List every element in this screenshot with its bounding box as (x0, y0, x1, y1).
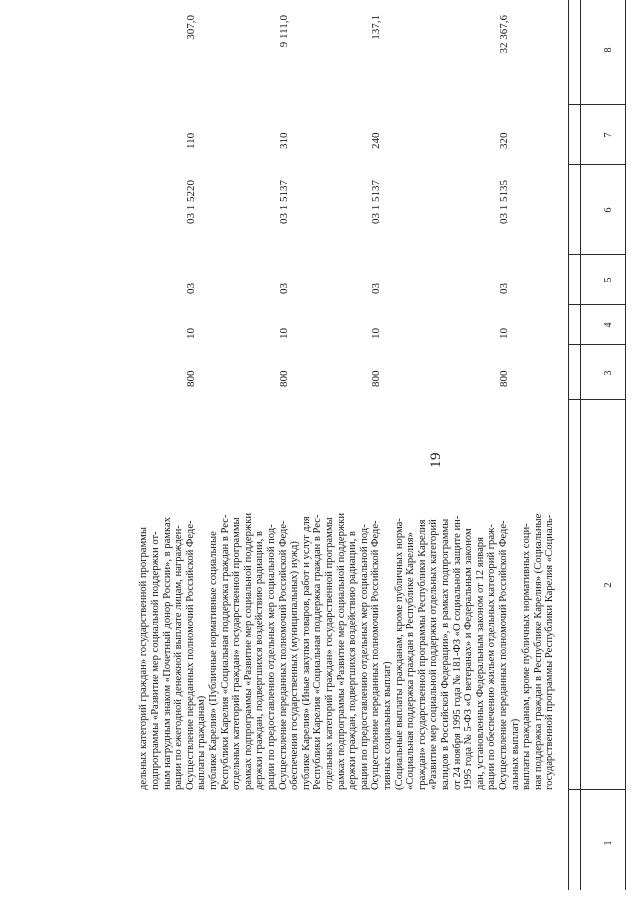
table-bottom-border (625, 0, 626, 890)
row-4-line-1: Осуществление переданных полномочий Российской Феде- (277, 520, 289, 790)
row-2-c6: 03 1 5135 (498, 180, 510, 224)
row-4-line-7: публике Карелия» (Публичные нормативные социальные (208, 531, 219, 790)
col-sep-5 (568, 254, 625, 255)
row-3-c5: 03 (370, 283, 383, 294)
row-2-c7: 320 (498, 132, 510, 149)
row-2-line-6: валидов в Российской Федерации», в рамках подпрограммы (440, 518, 451, 790)
row-3-line-3: держки граждан, подвергшихся воздействию радиации, в (347, 531, 359, 790)
row-5-c3: 800 (184, 370, 197, 387)
col-number-8: 8 (603, 47, 614, 53)
row-2-line-9: «Социальная поддержка граждан в Республике Карелия» (405, 532, 417, 790)
col-number-4: 4 (603, 322, 614, 328)
row-5-line-1: Осуществление переданных полномочий Российской Феде- (184, 520, 196, 790)
col-sep-3 (568, 344, 625, 345)
header-bottom-border (568, 0, 569, 890)
row-2-line-4: 1995 года № 5-ФЗ «О ветеранах» и Федеральным законом (463, 528, 475, 790)
row-3-c4: 10 (370, 328, 383, 339)
row-4-line-2: рации по предоставлению отдельных мер социальной под- (266, 524, 277, 790)
row-4-c8: 9 111,0 (277, 15, 290, 48)
row-2-c5: 03 (498, 283, 510, 294)
col-sep-7 (568, 104, 625, 105)
row-4-c3: 800 (277, 370, 290, 387)
row-3-line-4: рамках подпрограммы «Развитие мер социальной поддержки (335, 512, 347, 790)
row-2-c3: 800 (498, 370, 510, 387)
row-3-c6: 03 1 5137 (370, 180, 383, 224)
row-2-line-3: дан, установленных Федеральным законом от 12 января (474, 537, 486, 790)
row-2-line-11: тивных социальных выплат) (382, 661, 393, 790)
row-3-line-1: Осуществление переданных полномочий Российской Феде- (370, 520, 382, 790)
row-3-c3: 800 (370, 370, 383, 387)
row-1-line-2: ная поддержка граждан в Республике Карелия» (Социальные (532, 513, 544, 790)
col-sep-1 (568, 789, 625, 790)
col-sep-2 (568, 399, 625, 400)
row-3-line-2: рации по предоставлению отдельных мер социальной под- (358, 524, 370, 790)
row-3-line-8: обеспечения государственных (муниципальных) нужд) (289, 541, 301, 790)
row-3-line-7: публике Карелия» (Иные закупки товаров, работ и услуг для (300, 516, 312, 790)
page-number: 19 (428, 452, 444, 468)
row-5-c4: 10 (184, 328, 197, 339)
row-1-line-4: альных выплат) (509, 718, 521, 790)
row-1-line-3: выплаты гражданам, кроме публичных нормативных соци- (521, 523, 533, 790)
row-4-c4: 10 (277, 328, 290, 339)
row-2-line-1: Осуществление переданных полномочий Российской Феде- (498, 520, 509, 790)
col-sep-4 (568, 304, 625, 305)
row-5-line-3: ным нагрудным знаком «Почетный донор России», в рамках (161, 517, 173, 790)
row-4-line-3: держки граждан, подвергшихся воздействию радиации, в (254, 531, 266, 790)
row-4-c7: 310 (277, 132, 290, 149)
row-2-line-10: (Социальные выплаты гражданам, кроме публичных норма- (393, 518, 405, 790)
row-5-c7: 110 (184, 132, 197, 149)
row-2-line-2: рации по обеспечению жильем отдельных категорий граж- (486, 524, 498, 790)
row-4-line-6: Республики Карелия «Социальная поддержка граждан в Рес- (219, 514, 231, 790)
row-1-line-1: государственной программы Республики Карелия «Социаль- (544, 514, 556, 790)
row-3-line-5: отдельных категорий граждан» государственной программы (324, 517, 335, 790)
col-number-3: 3 (603, 370, 614, 376)
row-4-line-5: отдельных категорий граждан» государственной программы (231, 517, 243, 790)
row-5-line-2: рации по ежегодной денежной выплате лицам, награжден- (173, 525, 185, 790)
row-2-line-7: «Развитие мер социальной поддержки отдельных категорий (428, 519, 440, 790)
row-5-line-4: подпрограммы «Развитие мер социальной поддержки от- (150, 531, 161, 790)
row-5-c6: 03 1 5220 (184, 180, 197, 224)
row-3-c8: 137,1 (370, 15, 383, 40)
col-number-6: 6 (603, 207, 614, 213)
row-4-line-4: рамках подпрограммы «Развитие мер социальной поддержки (242, 512, 254, 790)
row-4-c5: 03 (277, 283, 290, 294)
row-3-line-6: Республики Карелия «Социальная поддержка граждан в Рес- (312, 514, 324, 790)
table-top-border (580, 0, 581, 890)
row-2-c4: 10 (498, 328, 510, 339)
row-4-line-8: выплаты гражданам) (196, 695, 208, 790)
row-2-c8: 32 367,6 (498, 15, 510, 54)
row-5-line-5: дельных категорий граждан» государственной программы (138, 526, 150, 790)
col-number-2: 2 (603, 582, 614, 588)
row-2-line-8: граждан» государственной программы Республики Карелия (416, 519, 428, 790)
row-3-c7: 240 (370, 132, 383, 149)
row-2-line-5: от 24 ноября 1995 года № 181-ФЗ «О социальной защите ин- (451, 515, 463, 790)
row-4-c6: 03 1 5137 (277, 180, 290, 224)
row-5-c5: 03 (184, 283, 197, 294)
col-sep-6 (568, 164, 625, 165)
row-5-c8: 307,0 (184, 15, 197, 40)
col-number-5: 5 (603, 277, 614, 283)
col-number-1: 1 (603, 840, 614, 846)
col-number-7: 7 (603, 132, 614, 138)
